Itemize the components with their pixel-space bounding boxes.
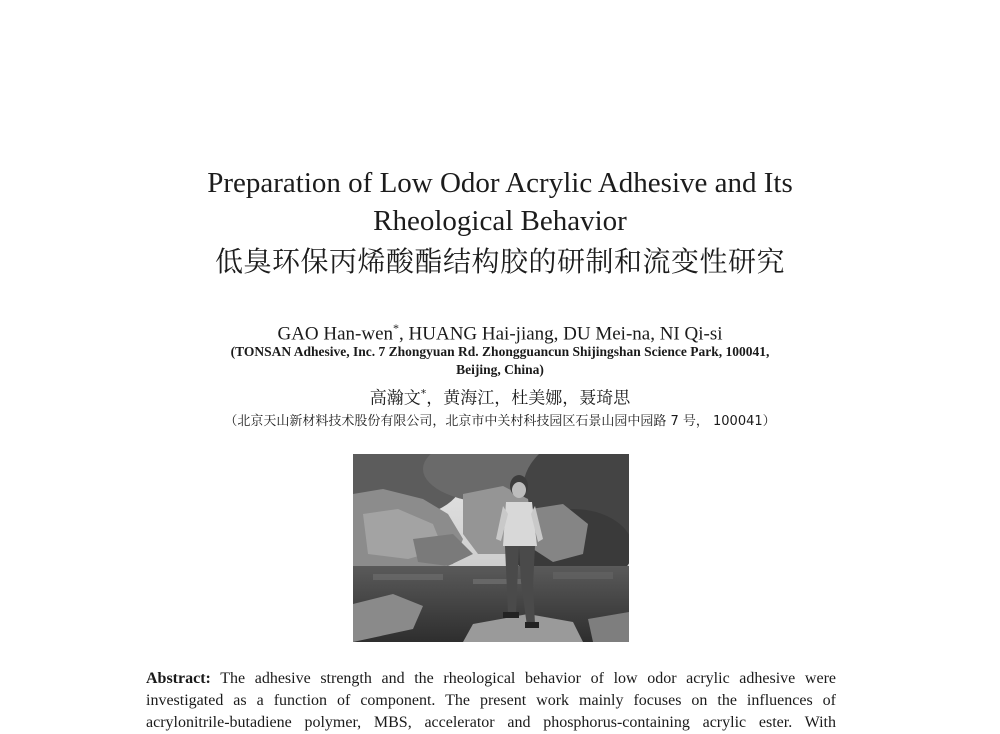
author-photo-image xyxy=(353,454,629,642)
abstract-text-2: investigated as a function of component. The present work mainly focuses on the influences of xyxy=(146,692,836,709)
authors-chinese xyxy=(0,382,1000,411)
affiliation-english-line-1: (TONSAN Adhesive, Inc. 7 Zhongyuan Rd. Zhongguancun Shijingshan Science Park, 100041, xyxy=(230,344,770,359)
abstract-label: Abstract: xyxy=(146,670,211,687)
affiliation-chinese: （北京天山新材料技术股份有限公司，北京市中关村科技园区石景山园中园路 7 号， 100041） xyxy=(224,414,776,429)
title-chinese: 低臭环保丙烯酸酯结构胶的研制和流变性研究 xyxy=(214,245,785,278)
authors-english xyxy=(0,316,1000,346)
abstract-text-3: acrylonitrile-butadiene polymer, MBS, accelerator and phosphorus-containing acrylic ester. With xyxy=(146,714,836,731)
abstract-text-1: The adhesive strength and the rheological behavior of low odor acrylic adhesive were xyxy=(210,670,836,687)
abstract-line-1 xyxy=(146,668,836,690)
affiliation-english-line-2: Beijing, China) xyxy=(456,362,544,377)
abstract-line-2 xyxy=(146,690,836,712)
author-photo xyxy=(353,454,629,642)
author-first-en: GAO Han-wen xyxy=(277,323,394,345)
corresponding-mark-en: * xyxy=(393,321,400,335)
abstract-line-3 xyxy=(146,712,836,734)
authors-rest-cn: ，黄海江，杜美娜，聂琦思 xyxy=(426,388,631,409)
authors-rest-en: , HUANG Hai-jiang, DU Mei-na, NI Qi-si xyxy=(399,323,723,345)
corresponding-mark-cn: * xyxy=(420,387,427,400)
author-first-cn: 高瀚文 xyxy=(369,388,421,409)
title-english-line-2: Rheological Behavior xyxy=(373,205,627,237)
title-english-line-1: Preparation of Low Odor Acrylic Adhesive and Its xyxy=(207,167,793,199)
